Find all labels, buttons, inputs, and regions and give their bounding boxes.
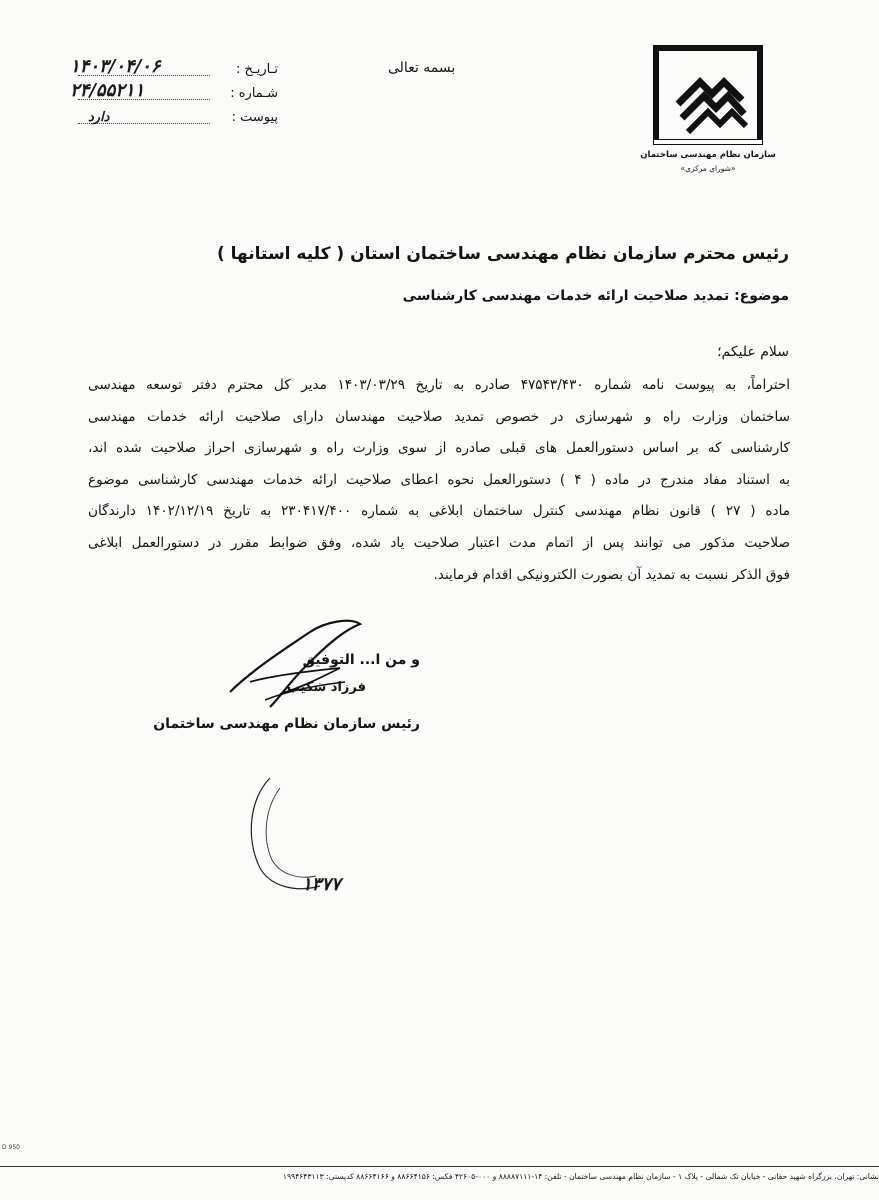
attachment-value: دارد — [88, 110, 110, 125]
attachment-row — [48, 108, 278, 132]
body-line: فوق الذکر نسبت به تمدید آن بصورت الکترونیکی اقدام فرمایند. — [433, 566, 790, 583]
footer-rule — [0, 1166, 879, 1167]
signer-name: فرزاد شکیب — [286, 680, 366, 695]
reference-fields — [48, 56, 278, 132]
scan-mark: D 950 — [2, 1144, 20, 1151]
basmala-heading: بسمه تعالی — [388, 60, 456, 76]
date-label: تـاریـخ : — [236, 62, 278, 77]
subject-line: موضوع: تمدید صلاحیت ارائه خدمات مهندسی کارشناسی — [402, 288, 789, 304]
registry-seal — [240, 768, 350, 898]
closing-phrase: و من ا... التوفیق — [302, 652, 420, 668]
building-logo-icon — [648, 42, 768, 146]
number-row — [48, 80, 278, 108]
organization-logo — [638, 42, 778, 182]
body-line: ساختمان وزارت راه و شهرسازی در خصوص تمدید صلاحیت مهندسان دارای صلاحیت ارائه خدمات مهندسی — [88, 408, 790, 425]
greeting: سلام علیکم؛ — [717, 344, 789, 360]
logo-org-name: سازمان نظام مهندسی ساختمان — [640, 150, 776, 160]
body-line: ماده ( ۲۷ ) قانون نظام مهندسی کنترل ساختمان ابلاغی به شماره ۲۳۰۴۱۷/۴۰۰ به تاریخ ۱۴۰۲/۱۲/۱۹ دارندگان — [88, 503, 790, 520]
number-value: ۲۴/۵۵۲۱۱ — [70, 80, 145, 101]
date-value: ۱۴۰۳/۰۴/۰۶ — [70, 56, 161, 77]
seal-number: ۱۳۷۷ — [302, 874, 341, 895]
footer-address: نشانی: تهران، بزرگراه شهید حقانی - خیابان تک شمالی - پلاک ۱ - سازمان نظام مهندسی ساختمان - تلفن: ۱۴-۸۸۸۸۷۱۱۱ و ۰۰۰-۴۲۶۰۵ فکس: ۸۸۶۶۴۱۵۶ و ۸۸۶۶۴۱۶۶ کدپستی: ۱۹۹۴۶۴۳۱۱۳ — [282, 1172, 879, 1181]
body-line: کارشناسی که بر اساس دستورالعمل های قبلی صادره از سوی وزارت راه و شهرسازی احراز صلاحیت شده اند، — [88, 440, 790, 457]
body-line: صلاحیت مذکور می توانند پس از اتمام مدت اعتبار صلاحیت یاد شده، وفق ضوابط مقرر در دستورالعمل ابلاغی — [88, 534, 790, 551]
logo-org-subtitle: «شورای مرکزی» — [680, 164, 736, 173]
addressee: رئیس محترم سازمان نظام مهندسی ساختمان استان ( کلیه استانها ) — [216, 244, 789, 264]
attachment-label: پیوست : — [231, 110, 278, 125]
signer-title: رئیس سازمان نظام مهندسی ساختمان — [153, 716, 420, 732]
body-line: احتراماً، به پیوست نامه شماره ۴۷۵۴۳/۴۳۰ صادره به تاریخ ۱۴۰۳/۰۳/۲۹ مدیر کل محترم دفتر توسعه مهندسی — [88, 377, 790, 393]
number-label: شـماره : — [230, 86, 278, 101]
letter-body — [88, 370, 790, 591]
body-line: به استناد مفاد مندرج در ماده ( ۴ ) دستورالعمل نحوه اعطای صلاحیت ارائه خدمات مهندسی کارشناسی موضوع — [88, 471, 790, 488]
